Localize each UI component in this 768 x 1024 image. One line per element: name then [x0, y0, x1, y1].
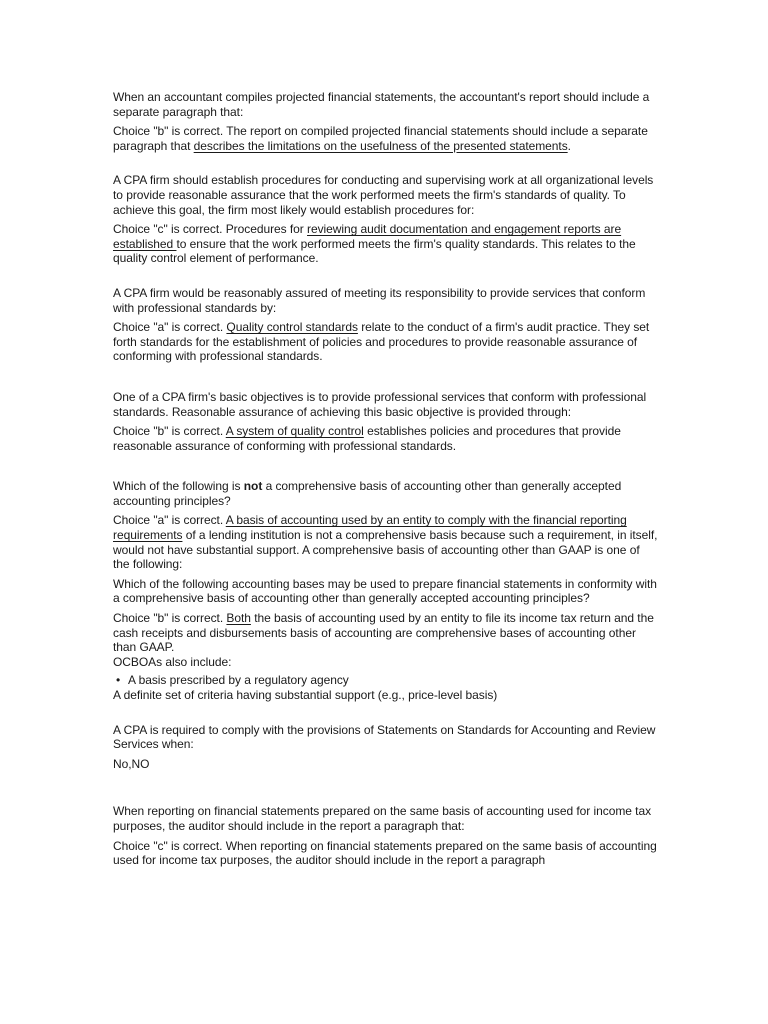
- question-text: Which of the following accounting bases may be used to prepare financial statements in conformity with a comprehensive basis of accounting other than generally accepted accounting principles?: [113, 576, 657, 606]
- answer-rest: to ensure that the work performed meets the firm's quality standards. This relates to the quality control element of performance.: [113, 236, 636, 266]
- document-body: [113, 90, 658, 868]
- answer-lead: Choice "a" is correct.: [113, 513, 226, 528]
- question-lead: Which of the following is: [113, 479, 244, 494]
- answer-rest: the basis of accounting used by an entity to file its income tax return and the cash receipts and disbursements basis of accounting are comprehensive bases of accounting other than GAAP.: [113, 611, 654, 655]
- answer-extra-text: OCBOAs also include:: [113, 654, 232, 669]
- answer-text: [113, 424, 658, 453]
- question-emphasis: not: [243, 479, 263, 494]
- answer-key-phrase: A basis of accounting used by an entity to comply with the financial reporting requirements: [113, 513, 627, 543]
- answer-key-phrase: Quality control standards: [226, 320, 358, 335]
- answer-lead: Choice "c" is correct. Procedures for: [113, 222, 308, 237]
- question-text: When reporting on financial statements prepared on the same basis of accounting used for income tax purposes, the auditor should include in the report a paragraph that:: [113, 804, 652, 833]
- answer-text: [113, 222, 658, 266]
- answer-lead: Choice "a" is correct.: [113, 320, 227, 335]
- question-rest: a comprehensive basis of accounting other than generally accepted accounting principles?: [113, 479, 622, 508]
- question-text: When an accountant compiles projected financial statements, the accountant's report should include a separate paragraph that:: [113, 90, 650, 119]
- answer-text: Choice "c" is correct. When reporting on financial statements prepared on the same basis of accounting used for income tax purposes, the auditor should include in the report a paragraph: [113, 838, 657, 868]
- answer-text: [113, 611, 658, 655]
- answer-key-phrase: reviewing audit documentation and engagement reports are established: [113, 222, 622, 251]
- answer-key-phrase: Both: [226, 611, 251, 626]
- answer-rest: of a lending institution is not a comprehensive basis because such a requirement, in itself, would not have substantial support. A comprehensive basis of accounting other than GAAP is one of the following:: [113, 528, 658, 572]
- answer-rest: relate to the conduct of a firm's audit practice. They set forth standards for the establishment of policies and procedures to provide reasonable assurance of conforming with professional standards.: [113, 320, 650, 364]
- answer-rest: .: [567, 138, 571, 153]
- answer-rest: establishes policies and procedures that provide reasonable assurance of conforming with professional standards.: [113, 424, 621, 453]
- bullet-item: [113, 673, 658, 688]
- answer-key-phrase: A system of quality control: [225, 424, 364, 439]
- answer-lead: Choice "b" is correct. The report on compiled projected financial statements should include a separate paragraph that: [113, 124, 648, 153]
- question-text: A CPA firm would be reasonably assured of meeting its responsibility to provide services that conform with professional standards by:: [113, 285, 646, 315]
- answer-lead: Choice "b" is correct.: [113, 611, 227, 626]
- answer-lead: Choice "b" is correct.: [113, 424, 226, 439]
- answer-text: [113, 513, 658, 571]
- question-text: A CPA is required to comply with the provisions of Statements on Standards for Accounting and Review Services when:: [113, 722, 656, 752]
- answer-text: [113, 124, 658, 153]
- question-text: [113, 479, 658, 508]
- answer-extra-text: A definite set of criteria having substantial support (e.g., price-level basis): [113, 688, 498, 702]
- bullet-item-text: A basis prescribed by a regulatory agency: [128, 673, 349, 688]
- question-text: One of a CPA firm's basic objectives is to provide professional services that conform with professional standards. Reasonable assurance of achieving this basic objective is provided through:: [113, 389, 647, 419]
- answer-key-phrase: describes the limitations on the usefulness of the presented statements: [193, 138, 568, 153]
- answer-text: [113, 320, 658, 364]
- bullet-icon: •: [116, 673, 121, 688]
- question-text: A CPA firm should establish procedures for conducting and supervising work at all organizational levels to provide reasonable assurance that the work performed meets the firm's standards of quality. To achieve this goal, the firm most likely would establish procedures for:: [113, 173, 654, 217]
- answer-text: No,NO: [113, 756, 150, 771]
